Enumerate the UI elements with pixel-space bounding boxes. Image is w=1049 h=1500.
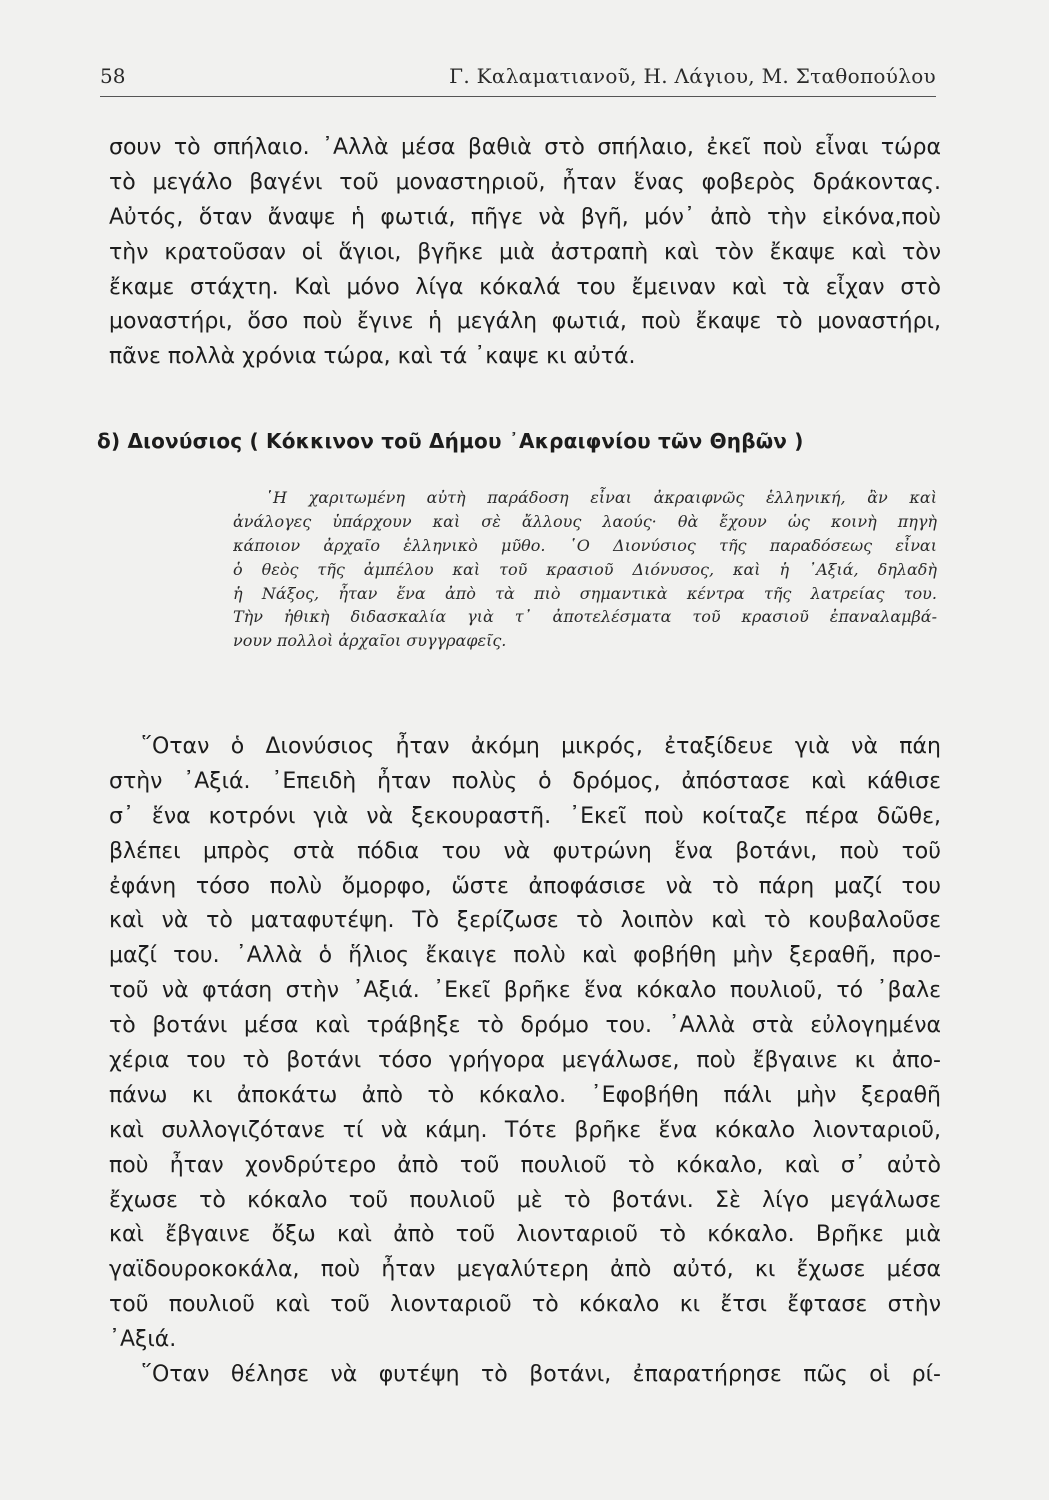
text-line: γαϊδουροκοκάλα, ποὺ ἦταν μεγαλύτερη ἀπὸ αὐτό, κι ἔχωσε μέσα <box>109 1257 941 1283</box>
text-line: καὶ ἔβγαινε ὄξω καὶ ἀπὸ τοῦ λιονταριοῦ τὸ κόκαλο. Βρῆκε μιὰ <box>109 1222 941 1248</box>
note-line: ἡ Νάξος, ἦταν ἕνα ἀπὸ τὰ πιὸ σημαντικὰ κέντρα τῆς λατρείας του. <box>233 583 937 603</box>
text-line: ῞Οταν θέλησε νὰ φυτέψη τὸ βοτάνι, ἐπαρατήρησε πῶς οἱ ρί- <box>141 1362 941 1388</box>
paragraph-cave <box>109 131 941 375</box>
text-line: πάνω κι ἀποκάτω ἀπὸ τὸ κόκαλο. ᾿Εφοβήθη πάλι μὴν ξεραθῆ <box>109 1082 941 1108</box>
text-line: μαζί του. ᾿Αλλὰ ὁ ἥλιος ἔκαιγε πολὺ καὶ φοβήθη μὴν ξεραθῆ, προ- <box>109 943 941 969</box>
page-header <box>100 58 936 92</box>
text-line: ᾿Αξιά. <box>109 1327 177 1353</box>
note-line: ἀνάλογες ὑπάρχουν καὶ σὲ ἄλλους λαούς· θὰ ἔχουν ὡς κοινὴ πηγὴ <box>233 511 937 531</box>
text-line: τὸ μεγάλο βαγένι τοῦ μοναστηριοῦ, ἦταν ἕνας φοβερὸς δράκοντας. <box>109 169 941 195</box>
note-line: νουν πολλοὶ ἀρχαῖοι συγγραφεῖς. <box>233 631 507 651</box>
text-line: πᾶνε πολλὰ χρόνια τώρα, καὶ τά ᾿καψε κι αὐτά. <box>109 344 636 370</box>
text-line: Αὐτός, ὅταν ἄναψε ἡ φωτιά, πῆγε νὰ βγῆ, μόν᾿ ἀπὸ τὴν εἰκόνα,ποὺ <box>109 204 941 230</box>
commentary-note <box>233 486 937 653</box>
text-line: σουν τὸ σπήλαιο. ᾿Αλλὰ μέσα βαθιὰ στὸ σπήλαιο, ἐκεῖ ποὺ εἶναι τώρα <box>109 135 941 160</box>
section-heading: δ) Διονύσιος ( Κόκκινον τοῦ Δήμου ᾿Ακραιφνίου τῶν Θηβῶν ) <box>97 429 804 453</box>
text-line: τοῦ πουλιοῦ καὶ τοῦ λιονταριοῦ τὸ κόκαλο κι ἔτσι ἔφτασε στὴν <box>109 1292 941 1318</box>
text-line: τοῦ νὰ φτάση στὴν ᾿Αξιά. ᾿Εκεῖ βρῆκε ἕνα κόκαλο πουλιοῦ, τό ᾿βαλε <box>109 978 941 1004</box>
note-line: Τὴν ἠθικὴ διδασκαλία γιὰ τ᾿ ἀποτελέσματα τοῦ κρασιοῦ ἐπαναλαμβά- <box>233 607 937 627</box>
text-line: ἔχωσε τὸ κόκαλο τοῦ πουλιοῦ μὲ τὸ βοτάνι. Σὲ λίγο μεγάλωσε <box>109 1187 941 1213</box>
text-line: βλέπει μπρὸς στὰ πόδια του νὰ φυτρώνη ἕνα βοτάνι, ποὺ τοῦ <box>109 838 941 864</box>
note-line: κάποιον ἀρχαῖο ἑλληνικὸ μῦθο. ῾Ο Διονύσιος τῆς παραδόσεως εἶναι <box>233 535 937 555</box>
text-line: τὸ βοτάνι μέσα καὶ τράβηξε τὸ δρόμο του. ᾿Αλλὰ στὰ εὐλογημένα <box>109 1013 941 1039</box>
text-line: στὴν ᾿Αξιά. ᾿Επειδὴ ἦταν πολὺς ὁ δρόμος, ἀπόστασε καὶ κάθισε <box>109 768 941 794</box>
text-line: τὴν κρατοῦσαν οἱ ἅγιοι, βγῆκε μιὰ ἀστραπὴ καὶ τὸν ἔκαψε καὶ τὸν <box>109 239 941 265</box>
text-line: ἔκαμε στάχτη. Καὶ μόνο λίγα κόκαλά του ἔμειναν καὶ τὰ εἶχαν στὸ <box>109 274 941 300</box>
note-line: ὁ θεὸς τῆς ἀμπέλου καὶ τοῦ κρασιοῦ Διόνυσος, καὶ ἡ ᾿Αξιά, δηλαδὴ <box>233 559 937 579</box>
note-line: ῾Η χαριτωμένη αὐτὴ παράδοση εἶναι ἀκραιφνῶς ἑλληνική, ἂν καὶ <box>265 488 937 507</box>
page-number: 58 <box>100 64 126 88</box>
text-line: ἐφάνη τόσο πολὺ ὄμορφο, ὥστε ἀποφάσισε νὰ τὸ πάρη μαζί του <box>109 873 941 899</box>
text-line: σ᾿ ἕνα κοτρόνι γιὰ νὰ ξεκουραστῆ. ᾿Εκεῖ ποὺ κοίταζε πέρα δῶθε, <box>109 803 941 829</box>
text-line: χέρια του τὸ βοτάνι τόσο γρήγορα μεγάλωσε, ποὺ ἔβγαινε κι ἀπο- <box>109 1048 941 1074</box>
running-head: Γ. Καλαματιανοῦ, Η. Λάγιου, Μ. Σταθοπούλου <box>449 64 936 88</box>
text-line: ποὺ ἦταν χονδρύτερο ἀπὸ τοῦ πουλιοῦ τὸ κόκαλο, καὶ σ᾿ αὐτὸ <box>109 1152 941 1178</box>
header-rule <box>100 96 936 97</box>
text-line: ῞Οταν ὁ Διονύσιος ἦταν ἀκόμη μικρός, ἐταξίδευε γιὰ νὰ πάη <box>141 734 941 759</box>
paragraph-dionysus <box>109 730 941 1393</box>
text-line: καὶ συλλογιζότανε τί νὰ κάμη. Τότε βρῆκε ἕνα κόκαλο λιονταριοῦ, <box>109 1117 941 1143</box>
text-line: καὶ νὰ τὸ ματαφυτέψη. Τὸ ξερίζωσε τὸ λοιπὸν καὶ τὸ κουβαλοῦσε <box>109 908 941 934</box>
text-line: μοναστήρι, ὅσο ποὺ ἔγινε ἡ μεγάλη φωτιά, ποὺ ἔκαψε τὸ μοναστήρι, <box>109 309 941 335</box>
